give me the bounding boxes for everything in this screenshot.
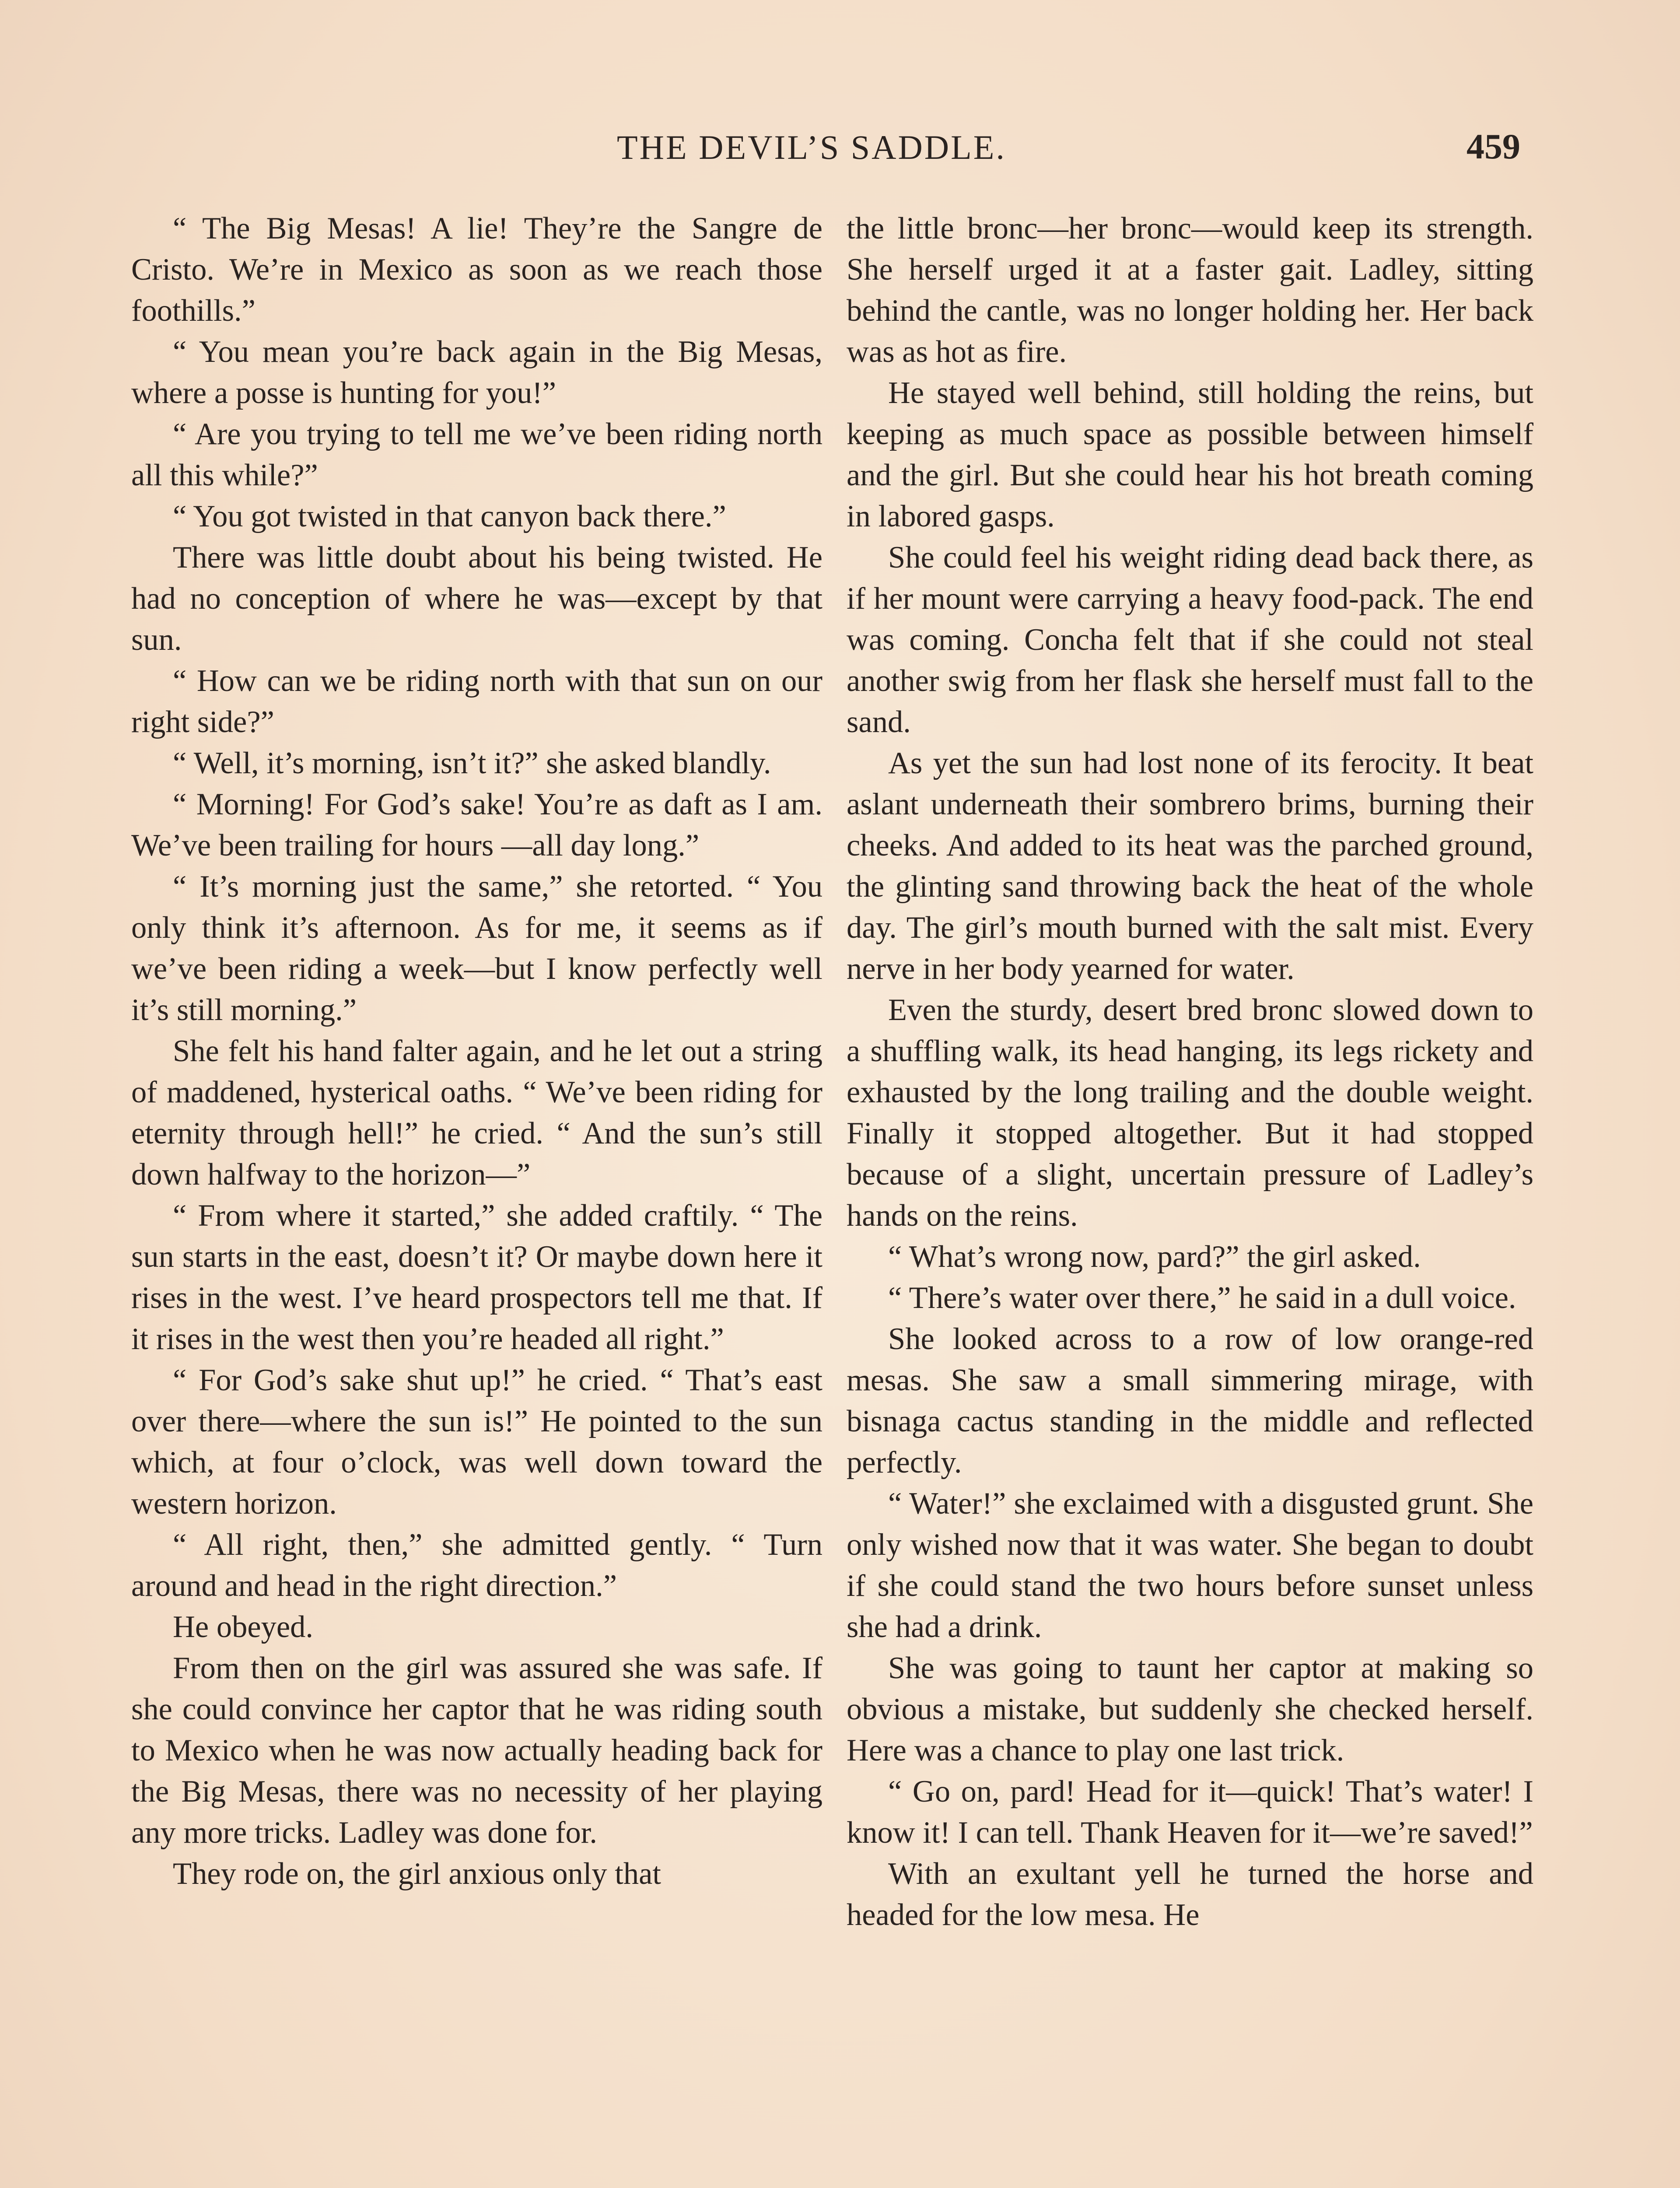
left-column [131, 208, 822, 1894]
paragraph: the little bronc—her bronc—would keep its strength. She herself urged it at a faster gait. Ladley, sitting behind the cantle, was no longer holding her. Her back was as hot as fire. [847, 211, 1533, 369]
paragraph: “ There’s water over there,” he said in a dull voice. [888, 1281, 1516, 1315]
paragraph: There was little doubt about his being twisted. He had no conception of where he was—except by that sun. [131, 540, 822, 657]
paragraph: “ How can we be riding north with that sun on our right side?” [131, 664, 822, 739]
paragraph: “ What’s wrong now, pard?” the girl asked. [888, 1240, 1421, 1274]
paragraph: She was going to taunt her captor at making so obvious a mistake, but suddenly she checked herself. Here was a chance to play one last trick. [847, 1651, 1533, 1767]
running-head: THE DEVIL’S SADDLE. [617, 128, 1006, 166]
paragraph: She could feel his weight riding dead back there, as if her mount were carrying a heavy food-pack. The end was coming. Concha felt that if she could not steal another swig from her flask she herself must fall to the sand. [847, 540, 1533, 739]
paragraph: “ Go on, pard! Head for it—quick! That’s water! I know it! I can tell. Thank Heaven for it—we’re saved!” [847, 1774, 1533, 1850]
paragraph: “ It’s morning just the same,” she retorted. “ You only think it’s afternoon. As for me, it seems as if we’ve been riding a week—but I know perfectly well it’s still morning.” [131, 870, 822, 1027]
paragraph: Even the sturdy, desert bred bronc slowed down to a shuffling walk, its head hanging, its legs rickety and exhausted by the long trailing and the double weight. Finally it stopped altogether. But it had stopped because of a slight, uncertain pressure of Ladley’s hands on the reins. [847, 993, 1533, 1233]
paragraph: He stayed well behind, still holding the reins, but keeping as much space as possible between himself and the girl. But she could hear his hot breath coming in labored gasps. [847, 376, 1533, 533]
paragraph: “ Well, it’s morning, isn’t it?” she asked blandly. [173, 746, 771, 780]
paragraph: “ Morning! For God’s sake! You’re as daft as I am. We’ve been trailing for hours —all day long.” [131, 787, 822, 863]
paragraph: “ You got twisted in that canyon back there.” [173, 499, 726, 533]
paragraph: From then on the girl was assured she was safe. If she could convince her captor that he was riding south to Mexico when he was now actually heading back for the Big Mesas, there was no necessity of her playing any more tricks. Ladley was done for. [131, 1651, 822, 1850]
paragraph: He obeyed. [173, 1610, 314, 1644]
paragraph: “ You mean you’re back again in the Big Mesas, where a posse is hunting for you!” [131, 335, 822, 410]
paragraph: She felt his hand falter again, and he let out a string of maddened, hysterical oaths. “ We’ve been riding for eternity through hell!” he cried. “ And the sun’s still down halfway to the horizon—” [131, 1034, 822, 1192]
paragraph: “ From where it started,” she added craftily. “ The sun starts in the east, doesn’t it? Or maybe down here it rises in the west. I’ve heard prospectors tell me that. If it rises in the west then you’re headed all right.” [131, 1199, 822, 1356]
page-number: 459 [1466, 126, 1520, 166]
paragraph: “ The Big Mesas! A lie! They’re the Sangre de Cristo. We’re in Mexico as soon as we reach those foothills.” [131, 211, 822, 328]
paragraph: They rode on, the girl anxious only that [173, 1857, 662, 1891]
paragraph: She looked across to a row of low orange-red mesas. She saw a small simmering mirage, with bisnaga cactus standing in the middle and reflected perfectly. [847, 1322, 1533, 1480]
paragraph: As yet the sun had lost none of its ferocity. It beat aslant underneath their sombrero brims, burning their cheeks. And added to its heat was the parched ground, the glinting sand throwing back the heat of the whole day. The girl’s mouth burned with the salt mist. Every nerve in her body yearned for water. [847, 746, 1533, 986]
paragraph: “ Water!” she exclaimed with a disgusted grunt. She only wished now that it was water. She began to doubt if she could stand the two hours before sunset unless she had a drink. [847, 1487, 1533, 1644]
paragraph: “ For God’s sake shut up!” he cried. “ That’s east over there—where the sun is!” He pointed to the sun which, at four o’clock, was well down toward the western horizon. [131, 1363, 822, 1521]
right-column [847, 208, 1533, 1936]
paragraph: “ Are you trying to tell me we’ve been riding north all this while?” [131, 417, 822, 492]
paragraph: “ All right, then,” she admitted gently. “ Turn around and head in the right direction.” [131, 1528, 822, 1603]
paragraph: With an exultant yell he turned the horse and headed for the low mesa. He [847, 1857, 1533, 1932]
